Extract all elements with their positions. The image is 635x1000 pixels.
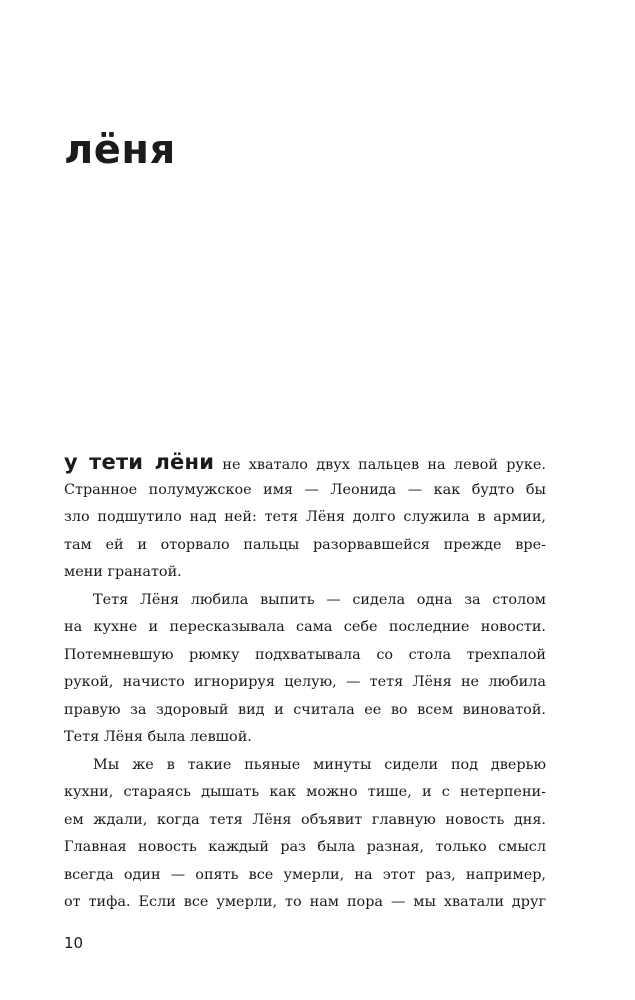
page-number: 10	[64, 934, 84, 952]
text-line: всегда один — опять все умерли, на этот раз, например,	[64, 866, 546, 883]
text-line: Потемневшую рюмку подхватывала со стола трехпалой	[64, 646, 546, 663]
text-line: кухни, стараясь дышать как можно тише, и с нетерпени-	[64, 784, 546, 800]
text-line: Главная новость каждый раз была разная, только смысл	[64, 839, 546, 855]
body-text	[64, 449, 546, 917]
text-line: Странное полумужское имя — Леонида — как будто бы	[64, 481, 546, 498]
text-line: ем ждали, когда тетя Лёня объявит главную новость дня.	[64, 811, 546, 828]
text-line: Тетя Лёня любила выпить — сидела одна за столом	[93, 591, 546, 608]
lead-in: у тети лёни	[64, 450, 215, 474]
text-line: от тифа. Если все умерли, то нам пора — мы хватали друг	[64, 894, 546, 910]
text-line: Тетя Лёня была левшой.	[64, 729, 252, 745]
text-line: там ей и оторвало пальцы разорвавшейся прежде вре-	[64, 536, 546, 553]
text-line: на кухне и пересказывала сама себе последние новости.	[64, 619, 546, 635]
text-line: рукой, начисто игнорируя целую, — тетя Лёня не любила	[64, 674, 546, 690]
chapter-title: лёня	[64, 127, 176, 173]
text-line: зло подшутило над ней: тетя Лёня долго служила в армии,	[64, 509, 546, 525]
text-line: правую за здоровый вид и считала ее во всем виноватой.	[64, 701, 546, 718]
text-line: Мы же в такие пьяные минуты сидели под дверью	[93, 756, 546, 773]
text-line: мени гранатой.	[64, 564, 182, 580]
text-line: у тети лёни не хватало двух пальцев на левой руке.	[64, 450, 546, 474]
